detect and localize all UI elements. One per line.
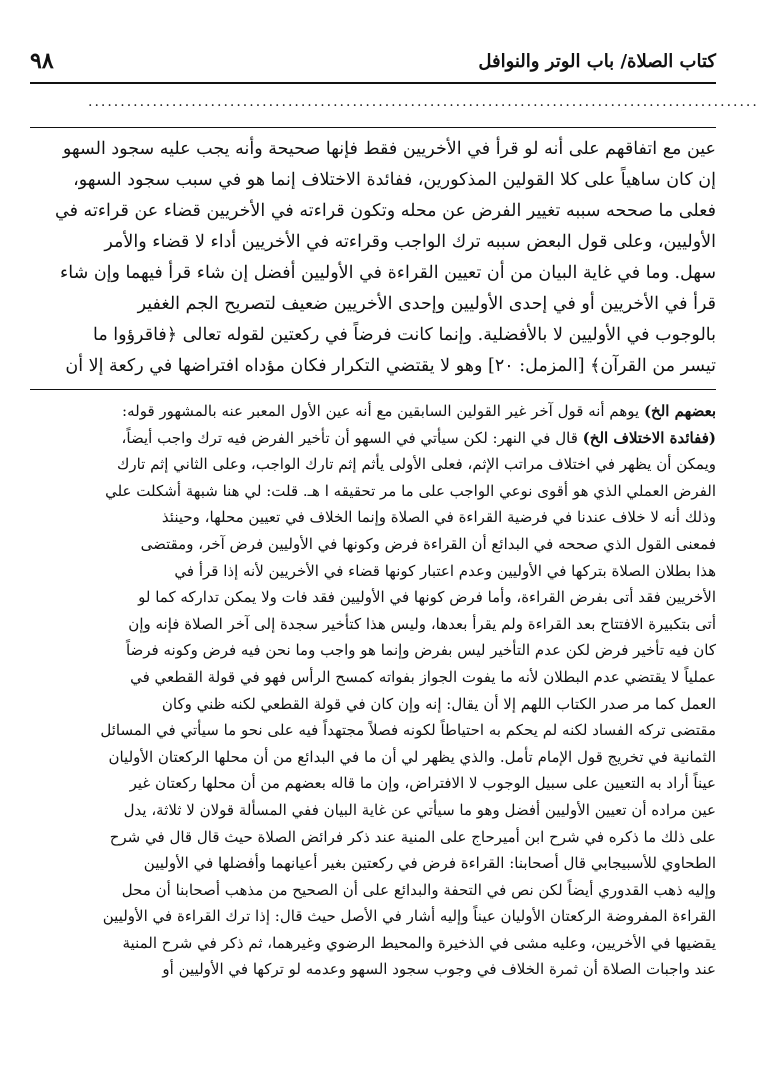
main-text-line: فعلى ما صححه سببه تغيير الفرض عن محله وتكون قراءته في الأخريين قضاء عن قراءته في (55, 201, 716, 221)
main-text-line: قرأ في الأخريين أو في إحدى الأوليين وإحدى الأخريين ضعيف لتصريح الجم الغفير (137, 294, 716, 314)
main-text-block (30, 134, 716, 382)
main-text-line: بالوجوب في الأوليين لا بالأفضلية. وإنما كانت فرضاً في ركعتين لقوله تعالى ﴿فاقرؤوا ما (93, 325, 716, 345)
main-text-top-divider (30, 127, 716, 128)
main-text-line: الأوليين، وعلى قول البعض سببه ترك الواجب وقراءته في الأخريين أداء لا قضاء والأمر (104, 232, 716, 252)
main-text-line: تيسر من القرآن﴾ [المزمل: ٢٠] وهو لا يقتضي التكرار فكان مؤداه افتراضها في ركعة إلا أن (65, 356, 716, 376)
footnote-line: الطحاوي للأسبيجابي قال أصحابنا: القراءة فرض في ركعتين بغير أعيانهما وأفضلها في الأوليين (143, 854, 716, 873)
footnote-line: على ذلك ما ذكره في شرح ابن أميرحاج على المنية عند ذكر فرائض الصلاة حيث قال قال في شرح (109, 827, 716, 846)
footnote-line-text: يوهم أنه قول آخر غير القولين السابقين مع أنه عين الأول المعبر عنه بالمشهور قوله: (122, 402, 644, 420)
footnote-line: عيناً أراد به التعيين على سبيل الوجوب لا الافتراض، وإن ما قاله بعضهم من أن محلها ركعتان غير (129, 774, 716, 793)
footnote-line: ويمكن أن يظهر في اختلاف مراتب الإثم، فعلى الأولى يأثم إثم تارك الواجب، وعلى الثاني إثم تارك (116, 455, 716, 474)
footnote-line: عند واجبات الصلاة أن ثمرة الخلاف في وجوب سجود السهو وعدمه لو تركها في الأوليين أو (162, 960, 716, 979)
main-text-line: سهل. وما في غاية البيان من أن تعيين القراءة في الأوليين أفضل إن شاء قرأ فيهما وإن شاء (60, 263, 716, 283)
footnote-line (30, 398, 716, 425)
footnote-line: الثمانية في تخريج قول الإمام تأمل. والذي يظهر لي أن ما في البدائع من أن محلها الركعتان الأوليان (108, 747, 716, 766)
footnote-line: أتى بتكبيرة الافتتاح بعد القراءة ولم يقرأ بعدها، وليس هذا كتأخير سجدة إلى آخر الصلاة فإنه وإن (128, 614, 716, 633)
footnote-line: القراءة المفروضة الركعتان الأوليان عيناً وإليه أشار في الأصل حيث قال: إذا ترك القراءة في الأوليين (102, 907, 716, 926)
footnote-line: الفرض العملي الذي هو أقوى نوعي الواجب على ما مر تحقيقه ا هـ. قلت: لي هنا شبهة أشكلت علي (105, 481, 716, 500)
footnote-block (30, 398, 716, 983)
chapter-title: كتاب الصلاة/ باب الوتر والنوافل (478, 50, 716, 72)
header-divider (30, 82, 716, 84)
footnote-divider (30, 389, 716, 390)
footnote-line: وإليه ذهب القدوري أيضاً لكن نص في التحفة والبدائع على أن الصحيح من مذهب أصحابنا أن محل (121, 880, 716, 899)
footnote-line: وذلك أنه لا خلاف عندنا في فرضية القراءة في الصلاة وإنما الخلاف في تعيين محلها، وحينئذ (161, 508, 716, 527)
footnote-line: الأخريين فقد أتى بفرض القراءة، وأما فرض كونها في الأوليين فقد فات ولا يمكن تداركه كما لو (138, 588, 716, 607)
footnote-line: العمل كما مر صدر الكتاب اللهم إلا أن يقال: إنه وإن كان في قولة القطعي لكنه ظني وكان (161, 694, 716, 713)
footnote-line (30, 425, 716, 452)
main-text-line: إن كان ساهياً على كلا القولين المذكورين، ففائدة الاختلاف إنما هو في سبب سجود السهو، (73, 170, 716, 190)
footnote-line: مقتضى تركه الفساد لكنه لم يحكم به احتياطاً لكونه فصلاً مجتهداً فيه على نحو ما سيأتي في المسائل (100, 721, 716, 740)
main-text-line: عين مع اتفاقهم على أنه لو قرأ في الأخريين فقط فإنها صحيحة وأنه يجب عليه سجود السهو (62, 139, 716, 159)
footnote-line: يقضيها في الأخريين، وعليه مشى في الذخيرة والمحيط الرضوي وغيرهما، ثم ذكر في شرح المنية (122, 933, 716, 952)
footnote-line: كان فيه تأخير فرض لكن عدم التأخير ليس بفرض وإنما هو واجب وما نحن فيه فرض وكونه فرضاً (125, 641, 716, 660)
footnote-line: عملياً لا يقتضي عدم البطلان لأنه ما يفوت الجواز بفواته كمسح الرأس فهو في قولة القطعي في (130, 667, 716, 686)
footnote-line: هذا بطلان الصلاة بتركها في الأوليين وعدم اعتبار كونها قضاء في الأخريين لأنه إذا قرأ في (174, 561, 716, 580)
footnote-heading: بعضهم الخ) (643, 402, 716, 420)
footnote-line-text: قال في النهر: لكن سيأتي في السهو أن تأخير الفرض فيه ترك واجب أيضاً، (121, 428, 583, 447)
page-number: ٩٨ (30, 48, 54, 74)
footnote-line: عين مراده أن تعيين الأوليين أفضل وهو ما سيأتي عن غاية البيان ففي المسألة قولان لا ثلاثة، يدل (123, 800, 716, 819)
footnote-heading: (ففائدة الاختلاف الخ) (582, 428, 716, 447)
page-header (30, 46, 716, 76)
dotted-line: ........................................................................................................ (88, 94, 759, 110)
footnote-line: فمعنى القول الذي صححه في البدائع أن القراءة فرض وكونها في الأوليين فرض آخر، ومقتضى (140, 534, 716, 553)
